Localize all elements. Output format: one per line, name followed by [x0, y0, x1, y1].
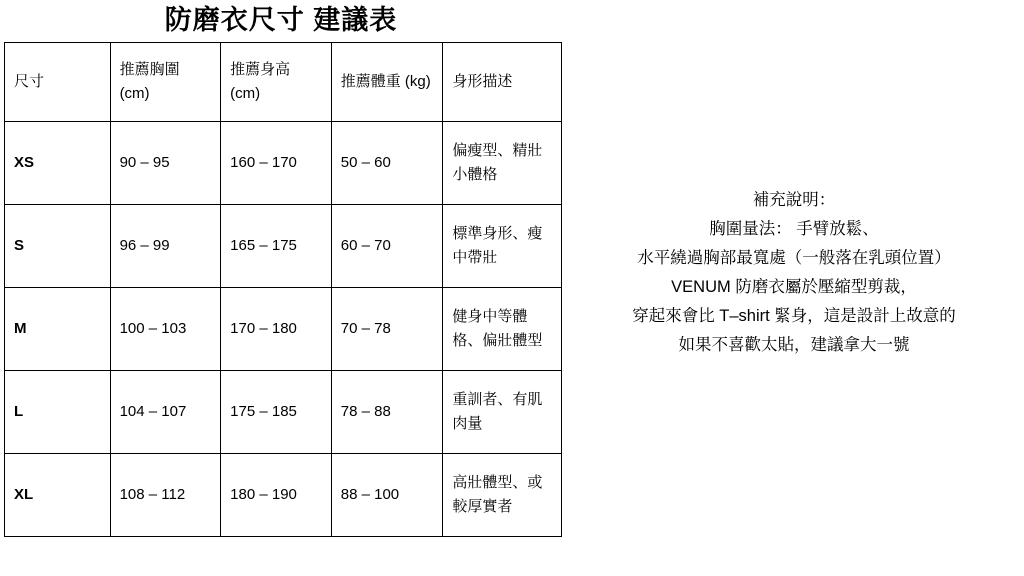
cell-size: XS: [5, 122, 111, 205]
column-header-size: 尺寸: [5, 43, 111, 122]
cell-weight: 60 – 70: [331, 205, 443, 288]
cell-chest: 108 – 112: [110, 454, 221, 537]
cell-height: 175 – 185: [221, 371, 332, 454]
cell-size: S: [5, 205, 111, 288]
cell-description: 標準身形、瘦中帶壯: [443, 205, 562, 288]
cell-height: 160 – 170: [221, 122, 332, 205]
note-line: 補充說明：: [752, 191, 836, 209]
column-header-weight: 推薦體重 (kg): [331, 43, 443, 122]
note-line: 胸圍量法： 手臂放鬆、: [709, 220, 879, 238]
column-header-height: 推薦身高 (cm): [221, 43, 332, 122]
cell-description: 健身中等體格、偏壯體型: [443, 288, 562, 371]
table-row: [5, 454, 562, 537]
cell-chest: 100 – 103: [110, 288, 221, 371]
column-header-description: 身形描述: [443, 43, 562, 122]
cell-weight: 88 – 100: [331, 454, 443, 537]
cell-description: 高壯體型、或較厚實者: [443, 454, 562, 537]
cell-height: 170 – 180: [221, 288, 332, 371]
page-title: 防磨衣尺寸 建議表: [164, 5, 398, 35]
cell-weight: 50 – 60: [331, 122, 443, 205]
table-header: [5, 43, 562, 122]
cell-chest: 90 – 95: [110, 122, 221, 205]
cell-description: 偏瘦型、精壯小體格: [443, 122, 562, 205]
cell-height: 180 – 190: [221, 454, 332, 537]
cell-size: L: [5, 371, 111, 454]
cell-chest: 104 – 107: [110, 371, 221, 454]
cell-size: M: [5, 288, 111, 371]
column-header-chest: 推薦胸圍 (cm): [110, 43, 221, 122]
cell-chest: 96 – 99: [110, 205, 221, 288]
cell-weight: 70 – 78: [331, 288, 443, 371]
table-row: [5, 288, 562, 371]
note-line: 如果不喜歡太貼，建議拿大一號: [678, 336, 910, 354]
cell-size: XL: [5, 454, 111, 537]
note-line: 穿起來會比 T–shirt 緊身，這是設計上故意的: [632, 307, 956, 325]
size-chart-table-wrapper: [4, 42, 562, 537]
table-row: [5, 122, 562, 205]
note-line: VENUM 防磨衣屬於壓縮型剪裁，: [671, 278, 917, 296]
table-row: [5, 205, 562, 288]
supplementary-notes: [566, 186, 1022, 360]
cell-description: 重訓者、有肌肉量: [443, 371, 562, 454]
table-row: [5, 371, 562, 454]
size-chart-table: [4, 42, 562, 537]
cell-height: 165 – 175: [221, 205, 332, 288]
note-line: 水平繞過胸部最寬處（一般落在乳頭位置）: [637, 249, 951, 267]
table-body: [5, 122, 562, 537]
table-header-row: [5, 43, 562, 122]
cell-weight: 78 – 88: [331, 371, 443, 454]
